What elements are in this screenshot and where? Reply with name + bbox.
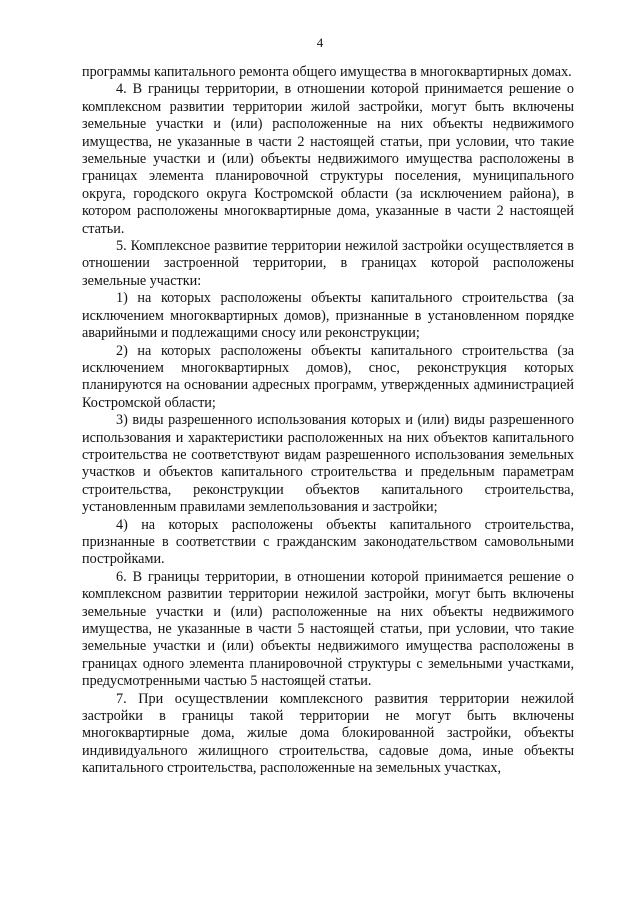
page-number: 4 [316,35,324,50]
paragraph-item-4: 4. В границы территории, в отношении которой принимается решение о комплексном развитии территории жилой застройки, могут быть включены земельные участки и (или) расположенные на них объекты недвижимого имущества, не указанные в части 2 настоящей статьи, при условии, что такие земельные участки и (или) объекты недвижимого имущества расположены в границах элемента планировочной структуры поселения, муниципального округа, городского округа Костромской области (за исключением района), в котором расположены многоквартирные дома, указанные в части 2 настоящей статьи. [82,81,574,237]
document-body [82,64,574,778]
subitem-5-3: 3) виды разрешенного использования которых и (или) виды разрешенного использования и характеристики расположенных на них объектов капитального строительства не соответствуют видам разрешенного использования земельных участков и объектов капитального строительства и предельным параметрам строительства, реконструкции объектов капитального строительства, установленным правилами землепользования и застройки; [82,412,574,516]
subitem-5-2: 2) на которых расположены объекты капитального строительства (за исключением многоквартирных домов), снос, реконструкция которых планируются на основании адресных программ, утвержденных администрацией Костромской области; [82,342,574,411]
paragraph-continuation: программы капитального ремонта общего имущества в многоквартирных домах. [82,64,572,80]
subitem-5-1: 1) на которых расположены объекты капитального строительства (за исключением многоквартирных домов), признанные в установленном порядке аварийными и подлежащими сносу или реконструкции; [82,290,574,342]
subitem-5-4: 4) на которых расположены объекты капитального строительства, признанные в соответствии с гражданским законодательством самовольными постройками. [82,516,574,568]
paragraph-item-7: 7. При осуществлении комплексного развития территории нежилой застройки в границы такой территории не могут быть включены многоквартирные дома, жилые дома блокированной застройки, объекты индивидуального жилищного строительства, садовые дома, иные объекты капитального строительства, расположенные на земельных участках, [82,690,574,777]
paragraph-item-6: 6. В границы территории, в отношении которой принимается решение о комплексном развитии территории нежилой застройки, могут быть включены земельные участки и (или) расположенные на них объекты недвижимого имущества, не указанные в части 5 настоящей статьи, при условии, что такие земельные участки и (или) объекты недвижимого имущества расположены в границах одного элемента планировочной структуры с земельными участками, предусмотренными частью 5 настоящей статьи. [82,568,574,690]
paragraph-item-5: 5. Комплексное развитие территории нежилой застройки осуществляется в отношении застроенной территории, в границах которой расположены земельные участки: [82,238,574,289]
